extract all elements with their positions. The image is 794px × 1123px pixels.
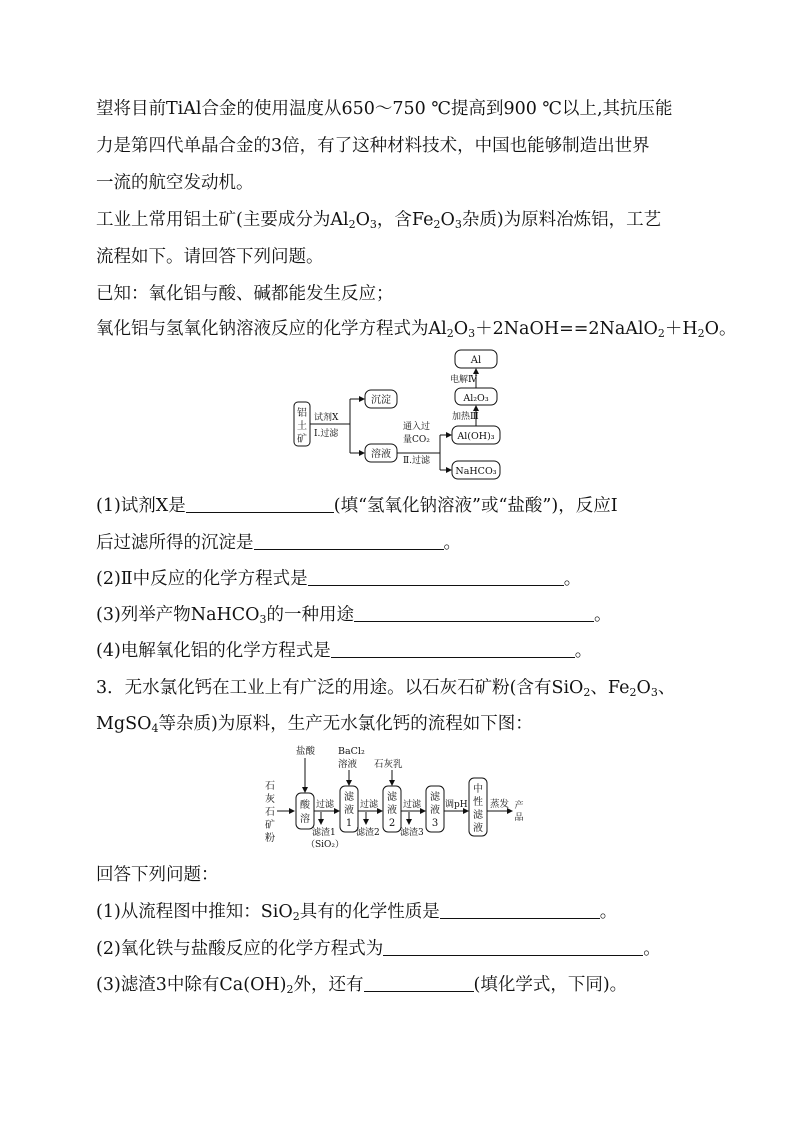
ore-char-2: 土 (297, 421, 307, 432)
hcl-label: 盐酸 (296, 746, 316, 757)
raw-char-5: 粉 (265, 833, 275, 844)
answer-question-1-line: (1)从流程图中推知：SiO$_2$具有的化学性质是 。 (96, 902, 618, 923)
question-1-line-2: 后过滤所得的沉淀是 。 (96, 533, 461, 553)
aluminum-flow-diagram (290, 346, 510, 482)
answer-blank-4[interactable] (354, 605, 594, 622)
intro-line-1: 望将目前TiAl合金的使用温度从650～750 ℃提高到900 ℃以上,其抗压能 (96, 99, 673, 119)
intro-line-2: 力是第四代单晶合金的3倍，有了这种材料技术，中国也能够制造出世界 (96, 136, 650, 156)
limewater-label: 石灰乳 (374, 759, 403, 770)
filtrate-3-char-2: 液 (430, 805, 440, 816)
pass-co2-label-2: 量CO₂ (403, 435, 430, 445)
answer-blank-2[interactable] (254, 533, 444, 550)
reagent-x-label: 试剂X (314, 413, 339, 423)
heat-label: 加热Ⅲ (452, 412, 479, 422)
filter-2-label: 过滤 (360, 800, 379, 810)
problem2-line-2: 流程如下。请回答下列问题。 (96, 247, 324, 267)
filtrate-3-char-1: 滤 (430, 792, 440, 803)
answer-blank-8[interactable] (364, 975, 474, 992)
filtrate-3-char-3: 3 (431, 818, 439, 829)
raw-char-4: 矿 (265, 820, 275, 831)
residue-2-label: 滤渣2 (356, 828, 380, 838)
filtrate-2-char-3: 2 (388, 818, 396, 829)
raw-char-3: 石 (265, 807, 275, 818)
question-3-line: (3)列举产物NaHCO$_3$的一种用途 。 (96, 605, 612, 626)
answer-blank-6[interactable] (440, 902, 600, 919)
problem3-line-2: MgSO$_4$等杂质)为原料，生产无水氯化钙的流程如下图： (96, 714, 533, 735)
residue-1-note: （SiO₂） (306, 840, 345, 850)
filter-1-label: Ⅰ.过滤 (314, 429, 339, 439)
answer-question-3-line: (3)滤渣3中除有$Ca(OH)_2$外，还有 (填化学式，下同)。 (96, 975, 628, 996)
al2o3-label: Al₂O₃ (463, 393, 489, 404)
nahco3-label: NaHCO₃ (455, 466, 497, 477)
product-char-1: 产 (514, 801, 524, 811)
equation-line: 氧化铝与氢氧化钠溶液反应的化学方程式为$Al_2O_3+2NaOH==2NaAlO_2+H_2O$。 (96, 319, 737, 340)
filter-1-label: 过滤 (316, 800, 335, 810)
acid-dissolve-char-1: 酸 (300, 800, 310, 811)
residue-1-label: 滤渣1 (312, 828, 336, 838)
neutral-char-1: 中 (473, 784, 483, 795)
pass-co2-label-1: 通入过 (403, 422, 431, 432)
filtrate-2-char-1: 滤 (387, 792, 397, 803)
bacl2-label-1: BaCl₂ (338, 746, 365, 757)
neutral-char-3: 滤 (473, 810, 483, 821)
answer-blank-5[interactable] (331, 641, 575, 658)
aloh3-label: Al(OH)₃ (457, 431, 495, 442)
raw-char-1: 石 (265, 781, 275, 792)
calcium-chloride-flow-diagram (262, 744, 532, 852)
filtrate-1-char-3: 1 (345, 818, 353, 829)
neutral-char-4: 液 (473, 823, 483, 834)
electrolysis-label: 电解Ⅳ (450, 375, 477, 385)
answer-blank-7[interactable] (383, 939, 643, 956)
question-1-line-1: (1)试剂X是 (填“氢氧化钠溶液”或“盐酸”)，反应Ⅰ (96, 496, 618, 516)
ore-char-3: 矿 (297, 434, 307, 445)
filtrate-2-char-2: 液 (387, 805, 397, 816)
filter-2-label: Ⅱ.过滤 (403, 456, 430, 466)
residue-3-label: 滤渣3 (400, 828, 424, 838)
problem3-line-1: 3．无水氯化钙在工业上有广泛的用途。以石灰石矿粉(含有SiO$_2$、$Fe_2O_3$、 (96, 678, 676, 699)
precipitate-label: 沉淀 (371, 395, 391, 406)
intro-line-3: 一流的航空发动机。 (96, 173, 254, 193)
known-line: 已知：氧化铝与酸、碱都能发生反应； (96, 284, 394, 304)
filtrate-1-char-2: 液 (344, 805, 354, 816)
answer-intro: 回答下列问题： (96, 865, 219, 885)
acid-dissolve-char-2: 溶 (300, 814, 310, 825)
answer-question-2-line: (2)氧化铁与盐酸反应的化学方程式为 。 (96, 939, 661, 959)
filtrate-1-char-1: 滤 (344, 792, 354, 803)
solution-label: 溶液 (371, 449, 391, 460)
answer-blank-1[interactable] (186, 496, 334, 513)
question-4-line: (4)电解氧化铝的化学方程式是 。 (96, 641, 593, 661)
al-label: Al (470, 355, 482, 366)
answer-blank-3[interactable] (308, 569, 564, 586)
question-2-line: (2)Ⅱ中反应的化学方程式是 。 (96, 569, 582, 589)
evaporate-label: 蒸发 (490, 799, 510, 810)
problem2-line-1: 工业上常用铝土矿(主要成分为$Al_2O_3$，含$Fe_2O_3$杂质)为原料冶炼铝，工艺 (96, 210, 662, 231)
adjust-ph-label: 调pH (445, 800, 468, 810)
product-char-2: 品 (514, 813, 524, 823)
neutral-char-2: 性 (473, 797, 483, 808)
filter-3-label: 过滤 (403, 800, 422, 810)
raw-char-2: 灰 (265, 794, 275, 805)
ore-char-1: 铝 (297, 408, 307, 419)
bacl2-label-2: 溶液 (338, 759, 358, 770)
